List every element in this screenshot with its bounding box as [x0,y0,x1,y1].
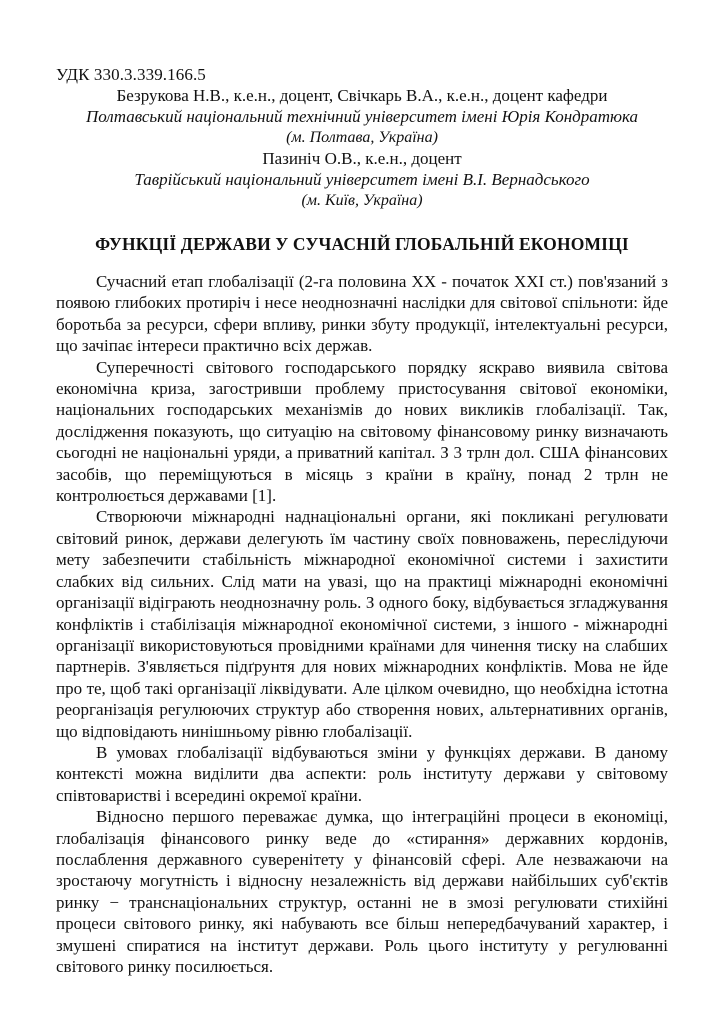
body-paragraph: Створюючи міжнародні наднаціональні органи, які покликані регулювати світовий ринок, держави делегують їм частину своїх повноважень, переслідуючи мету забезпечити стабільність міжнародної економічної системи і захистити слабких від сильних. Слід мати на увазі, що на практиці міжнародні економічні організації відіграють неоднозначну роль. З одного боку, відбувається згладжування конфліктів і стабілізація міжнародної економічної системи, з іншого - міжнародні організації використовуються провідними країнами для чинення тиску на слабших партнерів. З'являється підґрунтя для нових міжнародних конфліктів. Мова не йде про те, щоб такі організації ліквідувати. Але цілком очевидно, що необхідна істотна реорганізація регулюючих структур або створення нових, альтернативних органів, що відповідають нинішньому рівню глобалізації. [56,507,668,741]
affiliation-first: Полтавський національний технічний університет імені Юрія Кондратюка [85,107,639,126]
article-body [56,271,668,977]
body-paragraph: Відносно першого переважає думка, що інтеграційні процеси в економіці, глобалізація фінансового ринку веде до «стирання» державних кордонів, послаблення державного суверенітету у фінансовій сфері. Але незважаючи на зростаючу могутність і відносну незалежність від держави найбільших суб'єктів ринку − транснаціональних структур, останні не в змозі регулювати стихійні процеси світового ринку, які набувають все більш непередбачуваний характер, і змушені спиратися на інститут держави. Роль цього інституту у регулюванні світового ринку посилюється. [56,807,668,976]
body-paragraph: В умовах глобалізації відбуваються зміни у функціях держави. В даному контексті можна виділити два аспекти: роль інституту держави у світовому співтоваристві і всередині окремої країни. [56,742,668,805]
page-content [56,64,668,977]
city-second: (м. Київ, Україна) [301,192,423,209]
author-byline-second: Пазиніч О.В., к.е.н., доцент [262,149,462,168]
body-paragraph: Сучасний етап глобалізації (2-га половина XX - початок XXI ст.) пов'язаний з появою глибоких протиріч і несе неоднозначні наслідки для світової спільноти: йде боротьба за ресурси, сфери впливу, ринки збуту продукції, інтелектуальні ресурси, що зачіпає інтереси практично всіх держав. [56,272,668,356]
author-byline-first: Безрукова Н.В., к.е.н., доцент, Свічкарь В.А., к.е.н., доцент кафедри [116,86,608,105]
city-first: (м. Полтава, Україна) [286,129,438,146]
affiliation-second: Таврійський національний університет імені В.І. Вернадського [134,170,590,189]
body-paragraph: Суперечності світового господарського порядку яскраво виявила світова економічна криза, загостривши проблему пристосування світової економіки, національних господарських механізмів до нових викликів глобалізації. Так, дослідження показують, що ситуацію на світовому фінансовому ринку визначають сьогодні не національні уряди, а приватний капітал. З 3 трлн дол. США фінансових засобів, що переміщуються в місяць з країни в країну, понад 2 трлн не контролюється державами [1]. [56,357,668,506]
page-title: ФУНКЦІЇ ДЕРЖАВИ У СУЧАСНІЙ ГЛОБАЛЬНІЙ ЕКОНОМІЦІ [95,234,629,254]
udc-code: УДК 330.3.339.166.5 [56,65,206,84]
